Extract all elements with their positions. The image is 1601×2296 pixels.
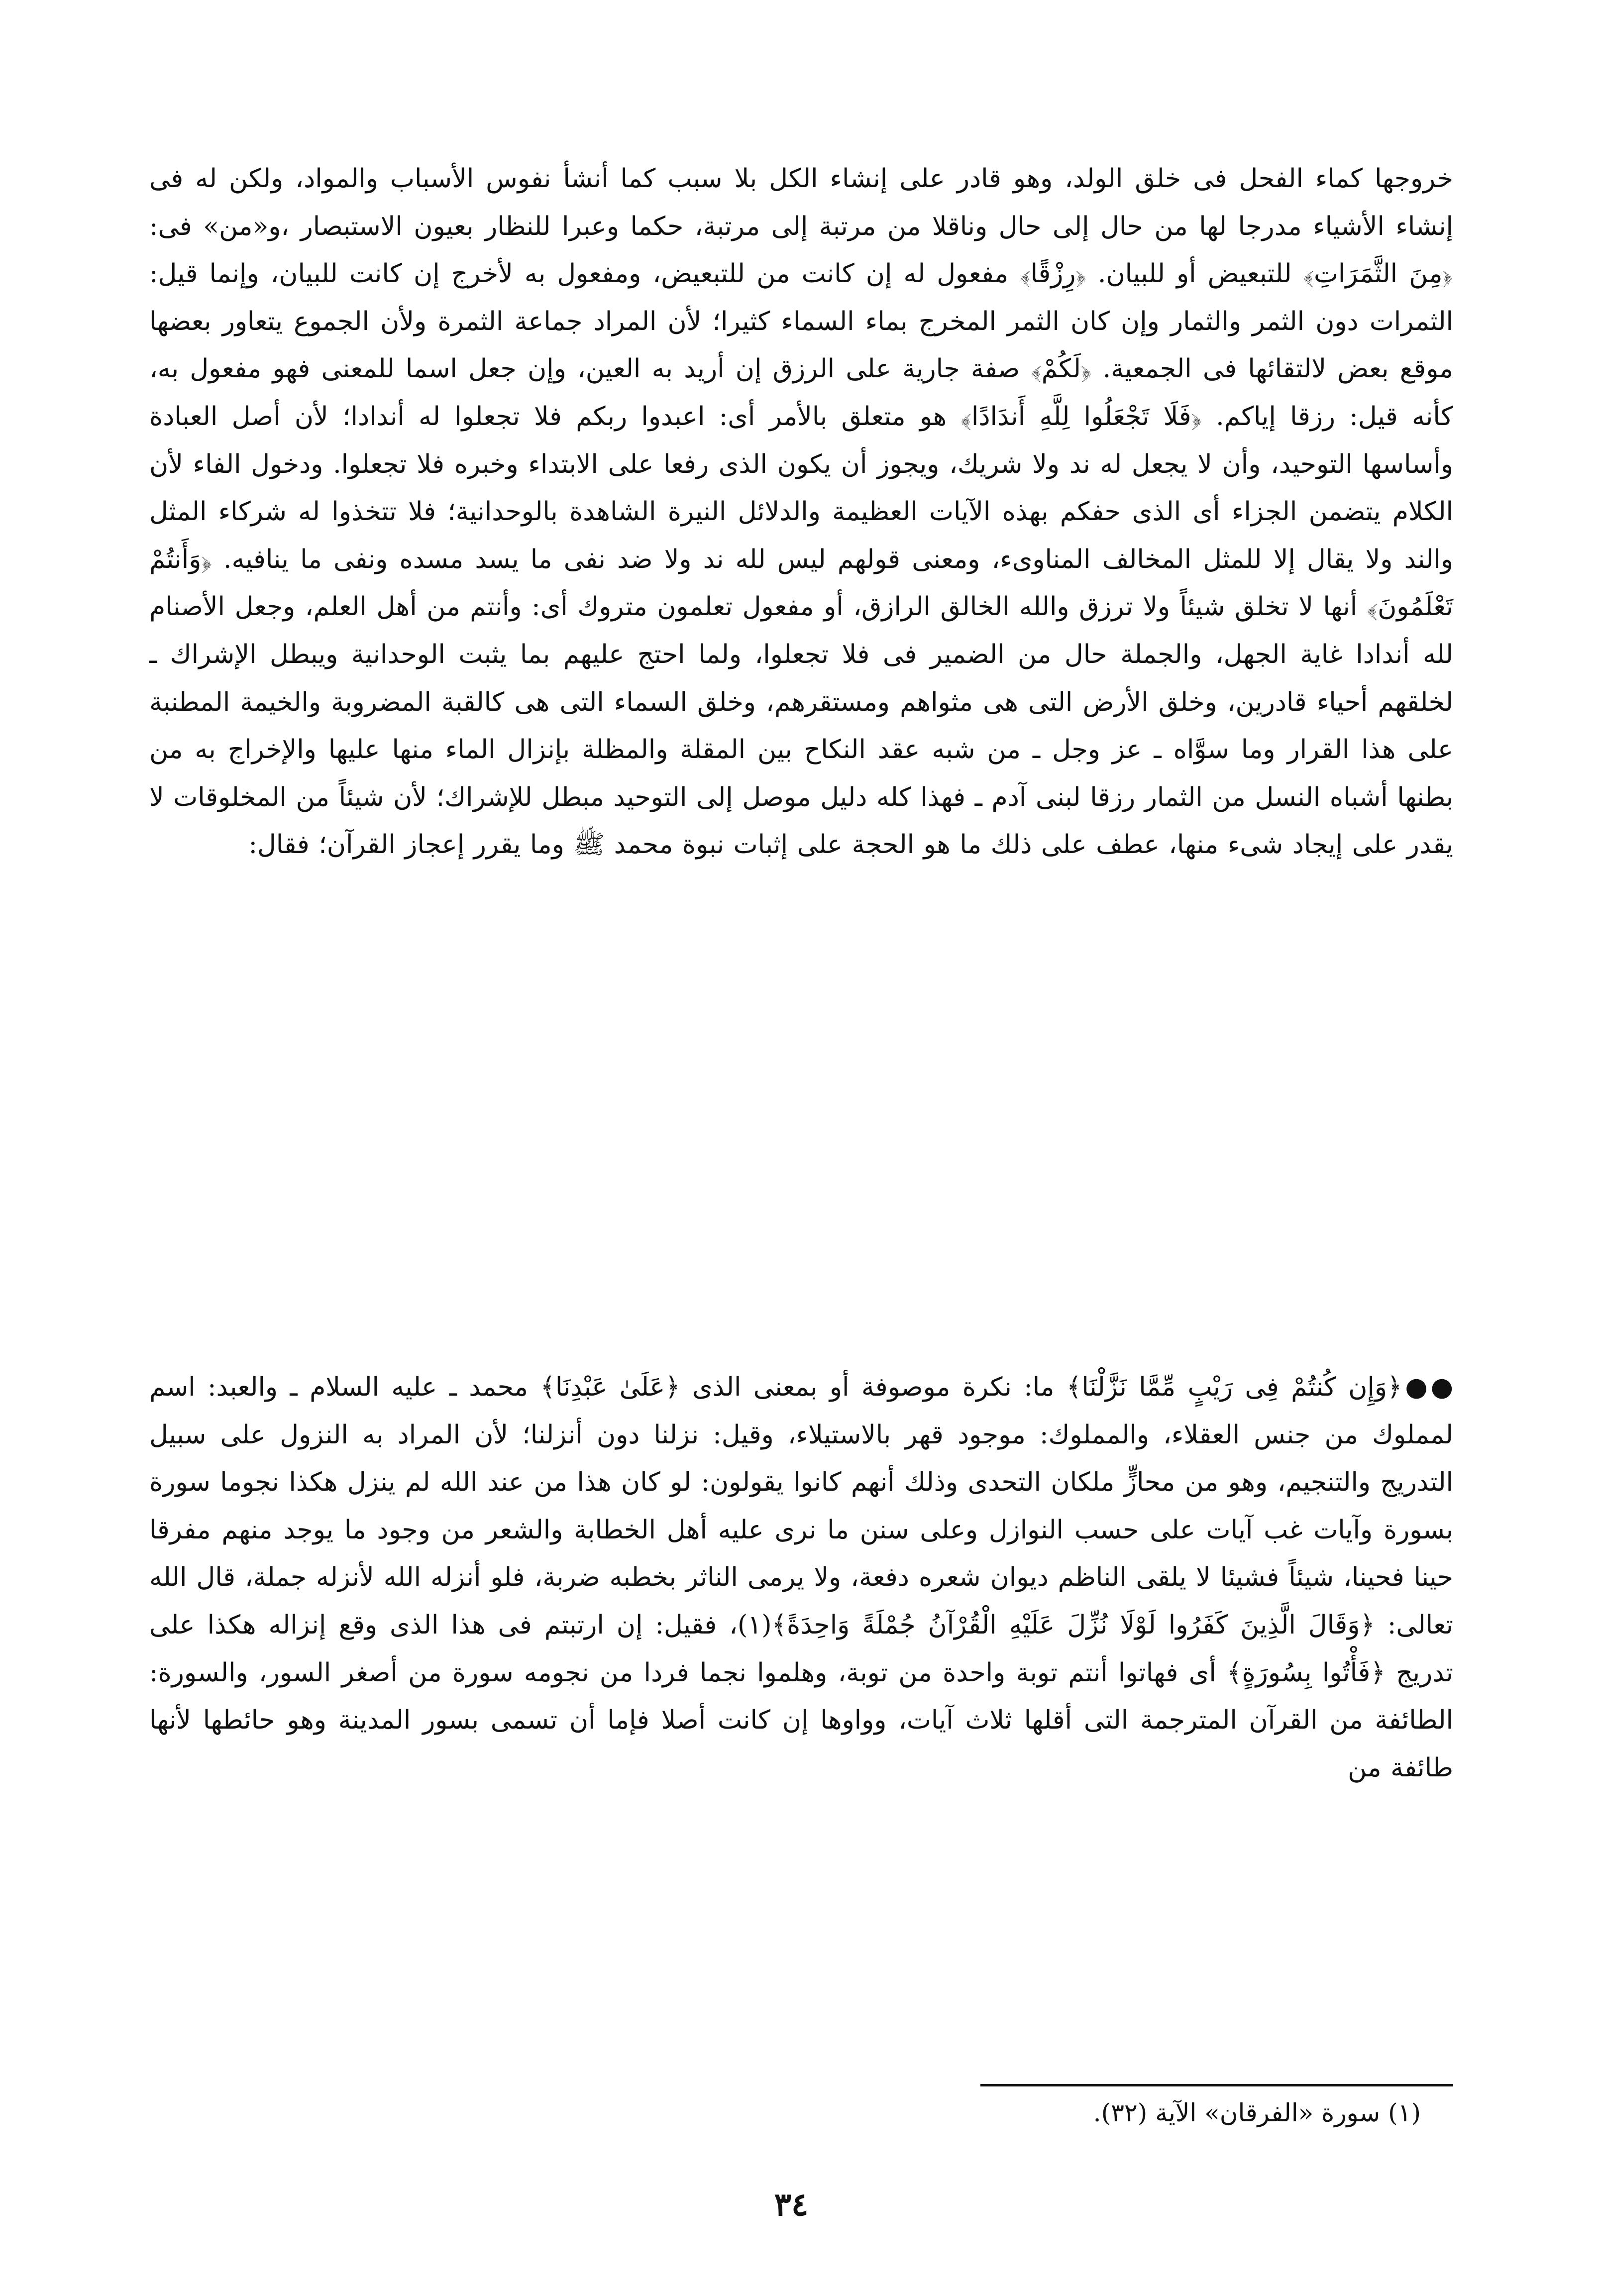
page-number: ٣٤ [774, 2186, 809, 2223]
body-paragraph-1 [149, 155, 1453, 869]
footnote-divider [980, 2084, 1453, 2086]
footnote: (١) سورة «الفرقان» الآية (٣٢). [1093, 2098, 1421, 2127]
paragraph-text: خروجها كماء الفحل فى خلق الولد، وهو قادر على إنشاء الكل بلا سبب كما أنشأ نفوس الأسباب والمواد، ولكن له فى إنشاء الأشياء مدرجا لها من حال إلى حال وناقلا من مرتبة إلى مرتبة، حكما وعبرا للنظار بعيون الاستبصار ،و«من» فى: ﴿مِنَ الثَّمَرَاتِ﴾ للتبعيض أو للبيان. ﴿رِزْقًا﴾ مفعول له إن كانت من للتبعيض، ومفعول به لأخرج إن كانت للبيان، وإنما قيل: الثمرات دون الثمر والثمار وإن كان الثمر المخرج بماء السماء كثيرا؛ لأن المراد جماعة الثمرة ولأن الجموع يتعاور بعضها موقع بعض لالتقائها فى الجمعية. ﴿لَكُمْ﴾ صفة جارية على الرزق إن أريد به العين، وإن جعل اسما للمعنى فهو مفعول به، كأنه قيل: رزقا إياكم. ﴿فَلَا تَجْعَلُوا لِلَّهِ أَندَادًا﴾ هو متعلق بالأمر أى: اعبدوا ربكم فلا تجعلوا له أندادا؛ لأن أصل العبادة وأساسها التوحيد، وأن لا يجعل له ند ولا شريك، ويجوز أن يكون الذى رفعا على الابتداء وخبره فلا تجعلوا. ودخول الفاء لأن الكلام يتضمن الجزاء أى الذى حفكم بهذه الآيات العظيمة والدلائل النيرة الشاهدة بالوحدانية؛ فلا تتخذوا له شركاء المثل والند ولا يقال إلا للمثل المخالف المناوىء، ومعنى قولهم ليس لله ند ولا ضد نفى ما يسد مسده ونفى ما ينافيه. ﴿وَأَنتُمْ تَعْلَمُونَ﴾ أنها لا تخلق شيئاً ولا ترزق والله الخالق الرازق، أو مفعول تعلمون متروك أى: وأنتم من أهل العلم، وجعل الأصنام لله أندادا غاية الجهل، والجملة حال من الضمير فى فلا تجعلوا، ولما احتج عليهم بما يثبت الوحدانية ويبطل الإشراك ـ لخلقهم أحياء قادرين، وخلق الأرض التى هى مثواهم ومستقرهم، وخلق السماء التى هى كالقبة المضروبة والخيمة المطنبة على هذا القرار وما سوَّاه ـ عز وجل ـ من شبه عقد النكاح بين المقلة والمظلة بإنزال الماء منها عليها والإخراج به من بطنها أشباه النسل من الثمار رزقا لبنى آدم ـ فهذا كله دليل موصل إلى التوحيد مبطل للإشراك؛ لأن شيئاً من المخلوقات لا يقدر على إيجاد شىء منها، عطف على ذلك ما هو الحجة على إثبات نبوة محمد ﷺ وما يقرر إعجاز القرآن؛ فقال: [149, 164, 1454, 860]
body-paragraph-2 [149, 1364, 1453, 1792]
paragraph-text: ●●﴿وَإِن كُنتُمْ فِى رَيْبٍ مِّمَّا نَزَّلْنَا﴾ ما: نكرة موصوفة أو بمعنى الذى ﴿عَلَىٰ عَبْدِنَا﴾ محمد ـ عليه السلام ـ والعبد: اسم لمملوك من جنس العقلاء، والمملوك: موجود قهر بالاستيلاء، وقيل: نزلنا دون أنزلنا؛ لأن المراد به النزول على سبيل التدريج والتنجيم، وهو من محازٍّ ملكان التحدى وذلك أنهم كانوا يقولون: لو كان هذا من عند الله لم ينزل هكذا نجوما سورة بسورة وآيات غب آيات على حسب النوازل وعلى سنن ما نرى عليه أهل الخطابة والشعر من وجود ما يوجد منهم مفرقا حينا فحينا، شيئاً فشيئا لا يلقى الناظم ديوان شعره دفعة، ولا يرمى الناثر بخطبه ضربة، فلو أنزله الله لأنزله جملة، قال الله تعالى: ﴿وَقَالَ الَّذِينَ كَفَرُوا لَوْلَا نُزِّلَ عَلَيْهِ الْقُرْآنُ جُمْلَةً وَاحِدَةً﴾(١)، فقيل: إن ارتبتم فى هذا الذى وقع إنزاله هكذا على تدريج ﴿فَأْتُوا بِسُورَةٍ﴾ أى فهاتوا أنتم توبة واحدة من توبة، وهلموا نجما فردا من نجومه سورة من أصغر السور، والسورة: الطائفة من القرآن المترجمة التى أقلها ثلاث آيات، وواوها إن كانت أصلا فإما أن تسمى بسور المدينة وهو حائطها لأنها طائفة من [149, 1372, 1453, 1783]
